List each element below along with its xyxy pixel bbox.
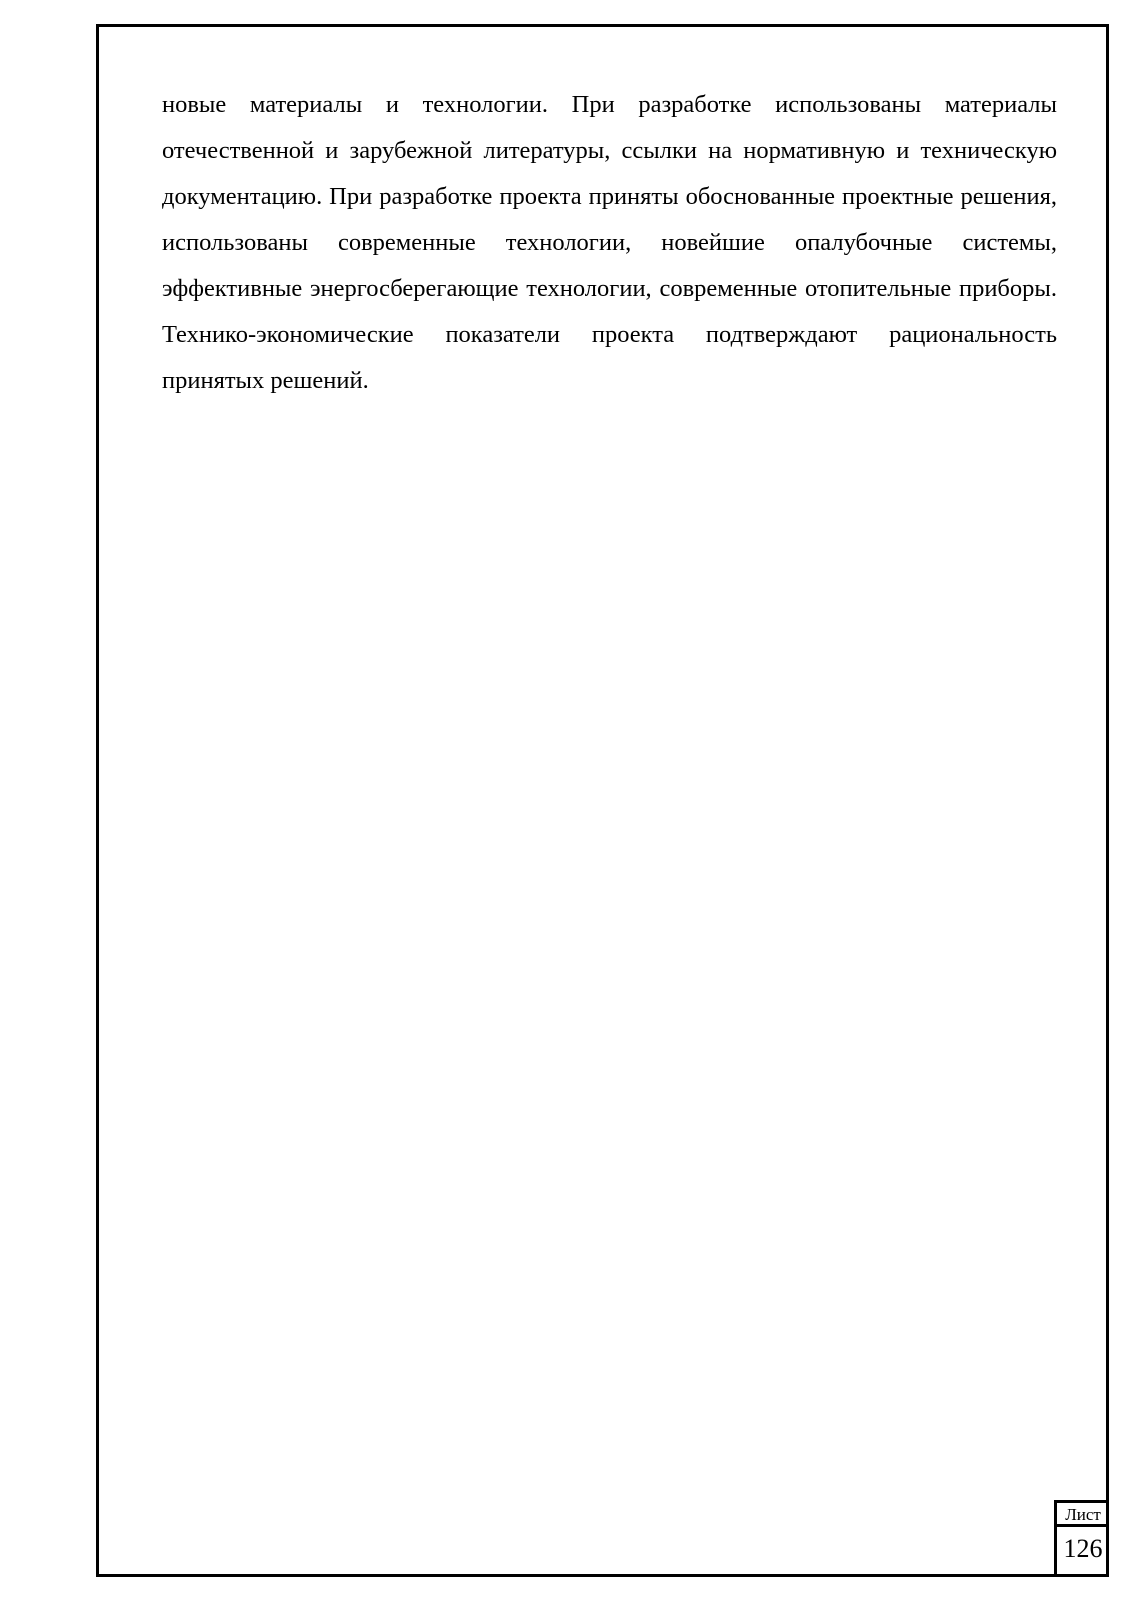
body-paragraph: новые материалы и технологии. При разработке использованы материалы отечественной и зарубежной литературы, ссылки на нормативную и техническую документацию. При разработке проекта приняты обоснованные проектные решения, использованы современные технологии, новейшие опалубочные системы, эффективные энергосберегающие технологии, современные отопительные приборы. Технико-экономические показатели проекта подтверждают рациональность принятых решений.: [162, 91, 1057, 394]
sheet-number: 126: [1054, 1527, 1109, 1577]
sheet-stamp: [1054, 1500, 1109, 1577]
sheet-label: Лист: [1054, 1500, 1109, 1527]
